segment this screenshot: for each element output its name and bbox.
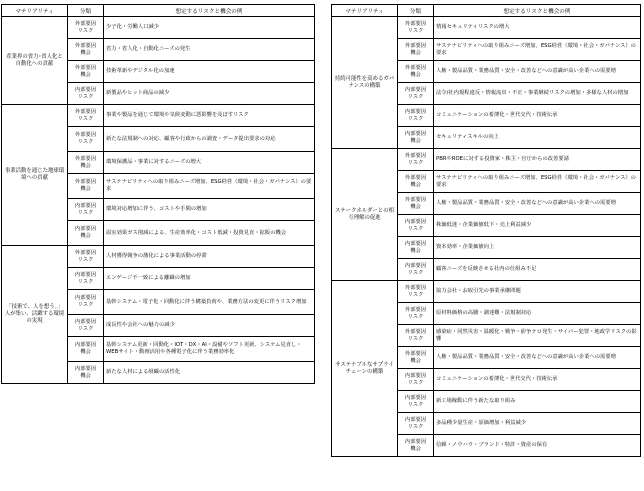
table-row xyxy=(2,105,315,127)
example-cell: 事業や製品を通じて環境や気候変動に悪影響を及ぼすリスク xyxy=(104,105,315,127)
table-row xyxy=(332,281,641,303)
example-cell: コミュニケーションの希薄化・世代交代・技術伝承 xyxy=(434,369,641,391)
example-cell: 基幹システム・電子化・回動化に伴う構築負荷や、業務方法の変更に伴うリスク増加 xyxy=(104,290,315,315)
table-row xyxy=(2,17,315,39)
category-cell: 外部要因 リスク xyxy=(68,105,104,127)
category-cell: 外部要因 機会 xyxy=(68,152,104,174)
materiality-cell: 事業活動を通じた地球環境への貢献 xyxy=(2,105,68,246)
category-cell: 外部要因 リスク xyxy=(398,149,434,171)
category-cell: 内部要因 リスク xyxy=(398,259,434,281)
example-cell: 信頼・ノウハウ・ブランド・特許・資産の保有 xyxy=(434,435,641,457)
example-cell: サステナビリティへの取り組みニーズ増加、ESG経営（環境・社会・ガバナンス）の要求 xyxy=(104,174,315,199)
example-cell: 少子化・労働人口減少 xyxy=(104,17,315,39)
materiality-cell: ステークホルダーとの相互理解の促進 xyxy=(332,149,398,281)
category-cell: 外部要因 リスク xyxy=(398,17,434,39)
example-cell: 人権・製品品質・業務品質・安全・改善などへの意識が高い企業への需要増 xyxy=(434,193,641,215)
category-cell: 外部要因 リスク xyxy=(398,281,434,303)
table-header-row xyxy=(2,5,315,17)
example-cell: サステナビリティへの取り組みニーズ増加、ESG経営（環境・社会・ガバナンス）の要求 xyxy=(434,39,641,61)
category-cell: 外部要因 リスク xyxy=(68,17,104,39)
category-cell: 内部要因 機会 xyxy=(68,221,104,246)
category-cell: 外部要因 機会 xyxy=(68,39,104,61)
category-cell: 内部要因 リスク xyxy=(398,105,434,127)
example-cell: 人材獲得競争の激化による事業活動の停滞 xyxy=(104,246,315,268)
example-cell: 多品種少量生産・原価増加・利益減少 xyxy=(434,413,641,435)
example-cell: 顧客ニーズを反映させる社内の仕組み不足 xyxy=(434,259,641,281)
example-cell: 技術革新やデジタル化の加速 xyxy=(104,61,315,83)
category-cell: 外部要因 機会 xyxy=(68,61,104,83)
category-cell: 内部要因 リスク xyxy=(68,268,104,290)
example-cell: 法令/社内規程違反・情報流出・不正・事業継続リスクの増加・多様な人材の増加 xyxy=(434,83,641,105)
example-cell: 新たな人材による組織の活性化 xyxy=(104,362,315,384)
category-cell: 外部要因 リスク xyxy=(68,127,104,152)
table-row xyxy=(2,246,315,268)
example-cell: 人権・製品品質・業務品質・安全・改善などへの意識が高い企業への需要増 xyxy=(434,347,641,369)
category-cell: 内部要因 機会 xyxy=(398,237,434,259)
category-cell: 内部要因 機会 xyxy=(398,127,434,149)
example-cell: PBRやROEに対する投資家・株主・官庁からの改善要請 xyxy=(434,149,641,171)
table-row xyxy=(332,17,641,39)
example-cell: 環境対応増加に伴う、コストや手間の増加 xyxy=(104,199,315,221)
category-cell: 内部要因 機会 xyxy=(68,362,104,384)
category-cell: 内部要因 リスク xyxy=(68,83,104,105)
category-cell: 外部要因 機会 xyxy=(398,171,434,193)
category-cell: 外部要因 リスク xyxy=(398,325,434,347)
materiality-cell: 持続可能性を高めるガバナンスの構築 xyxy=(332,17,398,149)
table-header-row xyxy=(332,5,641,17)
example-cell: 省力・省人化・自動化ニーズの発生 xyxy=(104,39,315,61)
example-cell: 成長性や会社への魅力の減少 xyxy=(104,315,315,337)
category-cell: 内部要因 リスク xyxy=(68,315,104,337)
category-cell: 外部要因 機会 xyxy=(398,193,434,215)
example-cell: 資本効率・企業価値向上 xyxy=(434,237,641,259)
category-cell: 内部要因 リスク xyxy=(398,391,434,413)
example-cell: 株価低迷・企業価値低下・売上利益減少 xyxy=(434,215,641,237)
risk-opportunity-table-right xyxy=(331,4,641,457)
category-cell: 外部要因 機会 xyxy=(398,347,434,369)
category-cell: 外部要因 リスク xyxy=(68,246,104,268)
header-materiality: マテリアリティ xyxy=(332,5,398,17)
materiality-cell: 産業界の省力･省人化と自動化への貢献 xyxy=(2,17,68,105)
category-cell: 内部要因 リスク xyxy=(398,413,434,435)
category-cell: 外部要因 機会 xyxy=(68,174,104,199)
example-cell: 温室効果ガス削減による、生産効率化・コスト低減・投資見直・拡販の機会 xyxy=(104,221,315,246)
example-cell: 人権・製品品質・業務品質・安全・改善などへの意識が高い企業への需要増 xyxy=(434,61,641,83)
header-example: 想定するリスクと機会の例 xyxy=(104,5,315,17)
example-cell: 新たな法規制への対応、顧客や行政からの調査・データ提出要求の対応 xyxy=(104,127,315,152)
example-cell: 原材料価格の高騰・調達難・法規制対応 xyxy=(434,303,641,325)
example-cell: 環境保護品・事業に対するニーズの増大 xyxy=(104,152,315,174)
table-row xyxy=(332,149,641,171)
category-cell: 外部要因 機会 xyxy=(398,39,434,61)
example-cell: 新製品やヒット商品の減少 xyxy=(104,83,315,105)
category-cell: 内部要因 機会 xyxy=(398,435,434,457)
category-cell: 内部要因 リスク xyxy=(398,369,434,391)
category-cell: 外部要因 機会 xyxy=(398,61,434,83)
example-cell: コミュニケーションの希薄化・世代交代・技術伝承 xyxy=(434,105,641,127)
category-cell: 内部要因 リスク xyxy=(68,199,104,221)
example-cell: 基幹システム更新・回動化・IOT・DX・AI・設備やソフト更新、システム見直し・WEBサイト・動画活用や各種電子化に伴う業務効率化 xyxy=(104,337,315,362)
category-cell: 内部要因 機会 xyxy=(68,337,104,362)
example-cell: 新工場稼動に伴う新たな取り組み xyxy=(434,391,641,413)
example-cell: サステナビリティへの取り組みニーズ増加、ESG経営（環境・社会・ガバナンス）の要求 xyxy=(434,171,641,193)
example-cell: 情報セキュリティリスクの増大 xyxy=(434,17,641,39)
header-category: 分類 xyxy=(398,5,434,17)
category-cell: 内部要因 リスク xyxy=(398,83,434,105)
example-cell: セキュリティスキルの向上 xyxy=(434,127,641,149)
example-cell: 協力会社・お取引先の事業承継問題 xyxy=(434,281,641,303)
category-cell: 外部要因 リスク xyxy=(398,303,434,325)
example-cell: 感染症・同然災害・温暖化・戦争・紛争テロ発生・サイバー犯罪・地政学リスクの影響 xyxy=(434,325,641,347)
materiality-cell: サステナブルなサプライチェーンの構築 xyxy=(332,281,398,457)
category-cell: 内部要因 リスク xyxy=(398,215,434,237)
header-materiality: マテリアリティ xyxy=(2,5,68,17)
header-category: 分類 xyxy=(68,5,104,17)
risk-opportunity-table-left xyxy=(1,4,315,384)
header-example: 想定するリスクと機会の例 xyxy=(434,5,641,17)
example-cell: エンゲージ不一致による離職の増加 xyxy=(104,268,315,290)
materiality-cell: 「技術で、人を想う。」人が集い、活躍する環境の実現 xyxy=(2,246,68,384)
category-cell: 内部要因 リスク xyxy=(68,290,104,315)
